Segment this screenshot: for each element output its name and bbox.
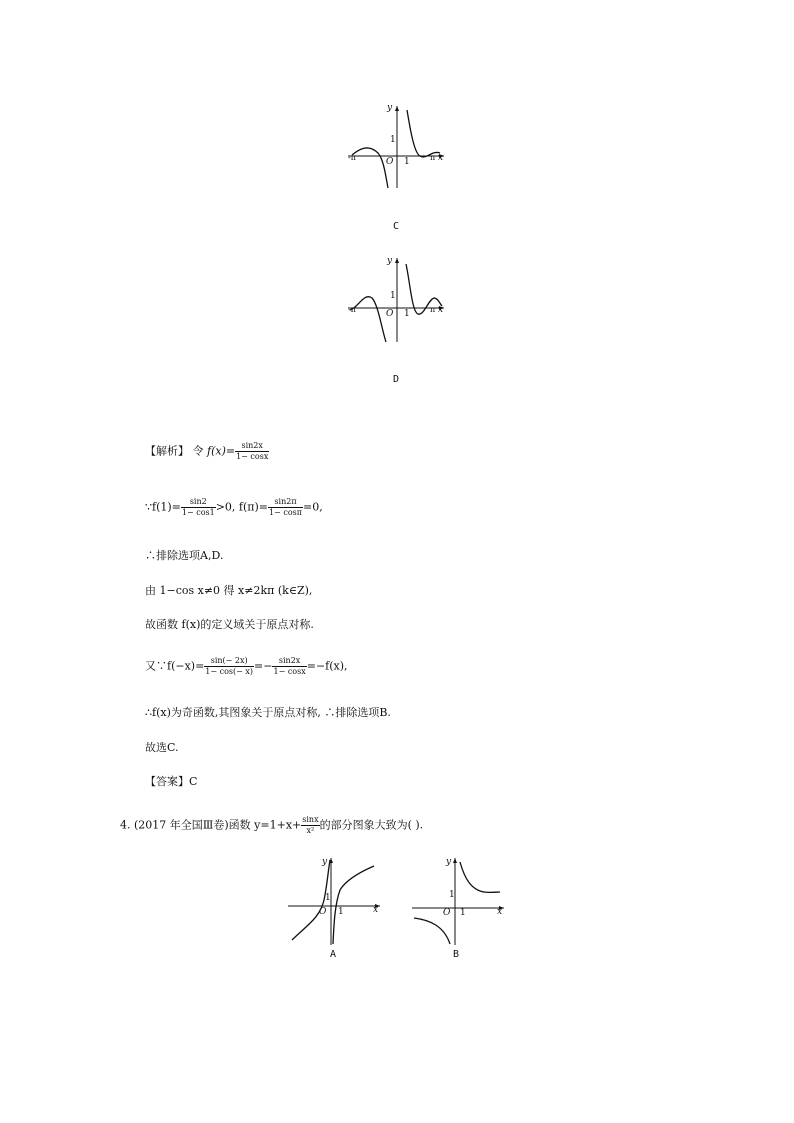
f-def-lhs: f(x)= <box>207 444 236 458</box>
graph-c-curve-right <box>407 110 440 157</box>
graph-d-caption: D <box>393 374 400 385</box>
graph-b-curve-right <box>460 862 500 892</box>
question-4-suffix: 的部分图象大致为( ). <box>319 818 424 832</box>
graph-c-neg-pi: -π <box>348 153 356 162</box>
graph-c-curve-left <box>352 148 388 188</box>
solution-line-7: ∴f(x)为奇函数,其图象关于原点对称, ∴排除选项B. <box>145 706 391 719</box>
question-4-fraction <box>301 815 319 836</box>
graph-d <box>340 252 450 347</box>
graph-c-tick-1y: 1 <box>390 135 396 145</box>
graph-c-pi: π <box>430 153 436 162</box>
question-4-frac-num: sinx <box>302 815 319 824</box>
line2-fraction-2 <box>268 497 303 518</box>
graph-d-curve-left <box>350 297 386 342</box>
graph-a-caption: A <box>330 949 337 960</box>
line6-prefix: 又∵f(−x)= <box>145 659 205 673</box>
answer-line <box>145 775 197 789</box>
graph-c-origin: O <box>386 157 394 167</box>
line6-fraction-1 <box>204 656 254 677</box>
line2-den2: 1− cosπ <box>269 508 303 517</box>
graph-b-tick-1x: 1 <box>460 908 466 918</box>
line2-num2: sin2π <box>268 497 303 508</box>
solution-line-3: ∴排除选项A,D. <box>145 549 224 562</box>
graph-b-x-label: x <box>497 907 503 917</box>
question-4-frac-den: x² <box>306 826 315 835</box>
graph-d-y-arrow <box>395 258 399 263</box>
graph-d-neg-pi: -π <box>348 305 356 314</box>
solution-line-6 <box>145 656 348 677</box>
f-def-fraction <box>235 441 269 462</box>
graph-d-tick-1y: 1 <box>390 291 396 301</box>
question-4-stem <box>120 815 423 836</box>
line6-den1: 1− cos(− x) <box>205 667 254 676</box>
graph-a <box>286 852 386 947</box>
graph-b-y-arrow <box>453 858 457 863</box>
solution-line-5: 故函数 f(x)的定义域关于原点对称. <box>145 618 314 631</box>
line2-suffix: =0, <box>303 500 323 514</box>
question-4-prefix: 4. (2017 年全国Ⅲ卷)函数 y=1+x+ <box>120 818 302 832</box>
graph-c-y-arrow <box>395 106 399 111</box>
graph-d-tick-1x: 1 <box>404 309 410 319</box>
graph-d-pi: π <box>430 305 436 314</box>
solution-line-4: 由 1−cos x≠0 得 x≠2kπ (k∈Z), <box>145 584 313 597</box>
graph-b-origin: O <box>443 908 451 918</box>
graph-a-x-label: x <box>373 905 379 915</box>
graph-c <box>340 98 450 193</box>
graph-a-tick-1y: 1 <box>325 893 331 903</box>
answer-value: C <box>189 775 198 788</box>
graph-c-tick-1x: 1 <box>404 157 410 167</box>
graph-b-tick-1y: 1 <box>449 890 455 900</box>
line6-den2: 1− cosx <box>273 667 306 676</box>
graph-c-caption: C <box>393 221 400 232</box>
line6-num2: sin2x <box>272 656 306 667</box>
line2-fraction-1 <box>181 497 216 518</box>
line2-num1: sin2 <box>181 497 216 508</box>
analysis-label: 【解析】 <box>145 444 189 458</box>
answer-label: 【答案】 <box>145 775 189 788</box>
line2-mid: >0, f(π)= <box>215 500 269 514</box>
graph-b <box>410 852 510 947</box>
graph-b-caption: B <box>453 949 460 960</box>
solution-line-1 <box>145 441 269 462</box>
graph-a-tick-1x: 1 <box>338 907 344 917</box>
f-def-denominator: 1− cosx <box>236 452 269 461</box>
graph-b-y-label: y <box>446 857 452 867</box>
graph-c-x-label: x <box>438 153 444 163</box>
graph-a-curve-right <box>333 866 374 944</box>
line2-prefix: ∵f(1)= <box>145 500 181 514</box>
line6-fraction-2 <box>272 656 306 677</box>
line6-num1: sin(− 2x) <box>204 656 254 667</box>
graph-a-origin: O <box>319 907 327 917</box>
solution-line-8: 故选C. <box>145 741 179 754</box>
f-def-numerator: sin2x <box>235 441 269 452</box>
line6-suffix: =−f(x), <box>306 659 348 673</box>
graph-c-y-label: y <box>387 103 393 113</box>
graph-a-y-label: y <box>322 857 328 867</box>
graph-b-curve-left <box>414 918 450 944</box>
graph-d-x-label: x <box>438 305 444 315</box>
let-text: 令 <box>192 444 204 458</box>
graph-d-y-label: y <box>387 256 393 266</box>
line2-den1: 1− cos1 <box>181 508 215 517</box>
line6-mid: =− <box>254 659 273 673</box>
graph-d-origin: O <box>386 309 394 319</box>
graph-d-curve-right <box>406 264 442 314</box>
solution-line-2 <box>145 497 323 518</box>
